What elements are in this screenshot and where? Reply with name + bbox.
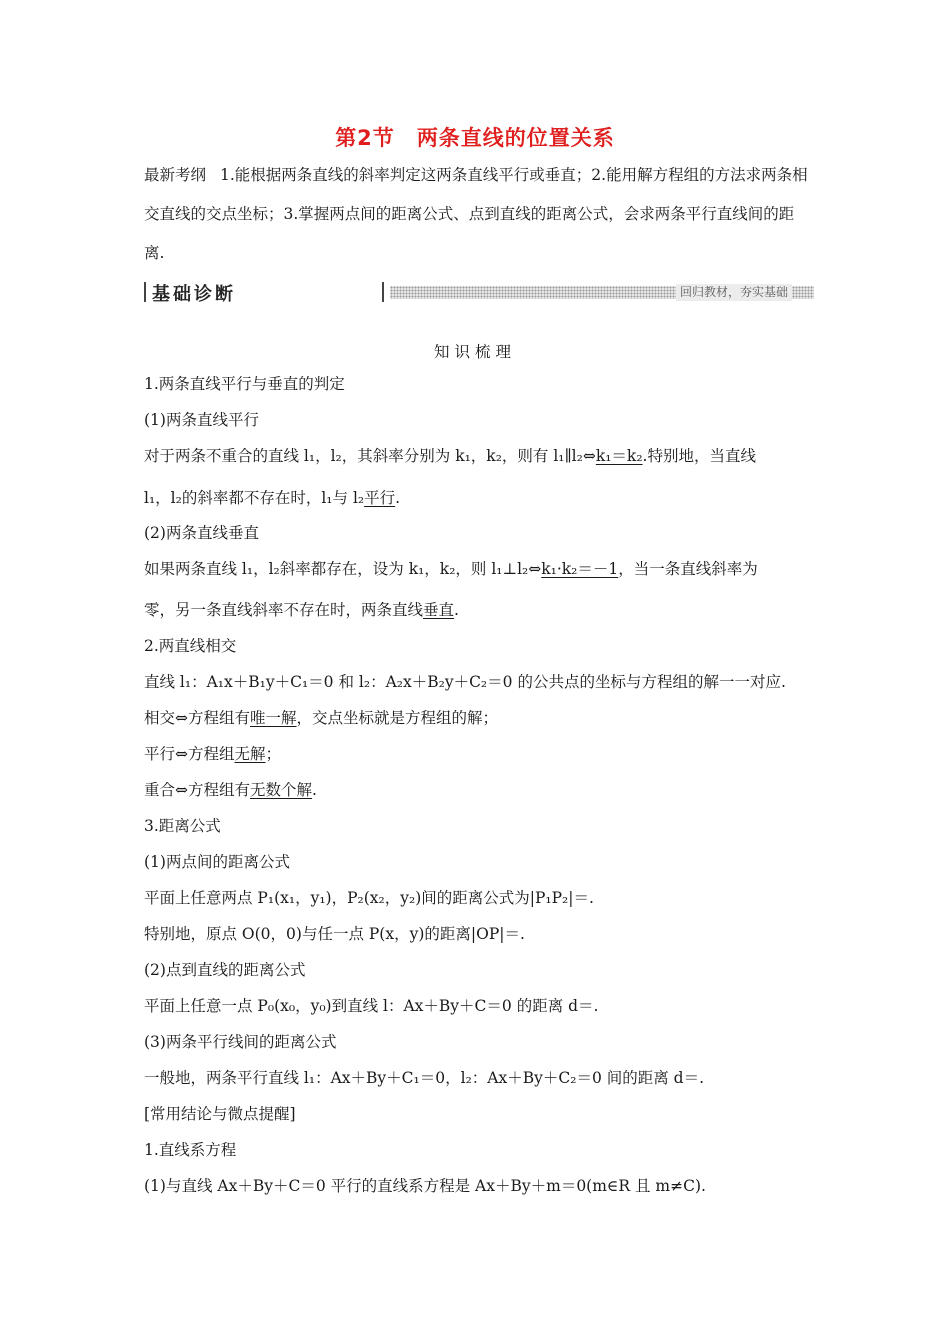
- syllabus-text: 1.能根据两条直线的斜率判定这两条直线平行或垂直；2.能用解方程组的方法求两条相交直线的交点坐标；3.掌握两点间的距离公式、点到直线的距离公式，会求两条平行直线间的距离.: [144, 166, 808, 262]
- syllabus-abstract: [144, 156, 808, 273]
- text-line: 平面上任意两点 P₁(x₁，y₁)，P₂(x₂，y₂)间的距离公式为|P₁P₂|＝.: [144, 889, 594, 907]
- section-banner: [144, 281, 814, 303]
- banner-heading: 基础诊断: [152, 284, 236, 305]
- fill-answer: 唯一解: [250, 709, 297, 727]
- text-line: (1)两条直线平行: [144, 411, 259, 429]
- text-line: (2)点到直线的距离公式: [144, 961, 306, 979]
- syllabus-label: 最新考纲: [144, 166, 207, 184]
- banner-right-bar: [382, 282, 384, 302]
- text-line: 相交⇔方程组有唯一解，交点坐标就是方程组的解；: [144, 709, 499, 727]
- text-line: 特别地，原点 O(0，0)与任一点 P(x，y)的距离|OP|＝.: [144, 925, 525, 943]
- banner-left-bar: [144, 282, 146, 302]
- text-line: 重合⇔方程组有无数个解.: [144, 781, 317, 799]
- section-name: 两条直线的位置关系: [416, 126, 615, 150]
- fill-answer: 垂直: [423, 601, 455, 619]
- text-line: 如果两条直线 l₁，l₂斜率都存在，设为 k₁，k₂，则 l₁⊥l₂⇔k₁·k₂＝－1，当一条直线斜率为: [144, 560, 758, 578]
- text-line: (3)两条平行线间的距离公式: [144, 1033, 337, 1051]
- page-title: [0, 122, 950, 152]
- section-number: 第2节: [335, 126, 395, 150]
- text-line: 对于两条不重合的直线 l₁，l₂，其斜率分别为 k₁，k₂，则有 l₁∥l₂⇔k₁＝k₂.特别地，当直线: [144, 447, 756, 465]
- text-line: 2.两直线相交: [144, 637, 237, 655]
- fill-answer: 无数个解: [250, 781, 313, 799]
- fill-answer: k₁＝k₂: [595, 447, 643, 465]
- text-line: 1.两条直线平行与垂直的判定: [144, 375, 345, 393]
- text-line: 1.直线系方程: [144, 1141, 237, 1159]
- text-line: 3.距离公式: [144, 817, 221, 835]
- text-line: l₁，l₂的斜率都不存在时，l₁与 l₂平行.: [144, 489, 401, 507]
- text-line: 零，另一条直线斜率不存在时，两条直线垂直.: [144, 601, 459, 619]
- text-line: (1)与直线 Ax＋By＋C＝0 平行的直线系方程是 Ax＋By＋m＝0(m∈R 且 m≠C).: [144, 1177, 706, 1195]
- fill-answer: 平行: [364, 489, 396, 507]
- text-line: (1)两点间的距离公式: [144, 853, 290, 871]
- text-line: 平行⇔方程组无解；: [144, 745, 282, 763]
- text-line: [常用结论与微点提醒]: [144, 1105, 296, 1123]
- fill-answer: k₁·k₂＝－1: [541, 560, 619, 578]
- text-line: 直线 l₁：A₁x＋B₁y＋C₁＝0 和 l₂：A₂x＋B₂y＋C₂＝0 的公共点的坐标与方程组的解一一对应.: [144, 673, 786, 691]
- fill-answer: 无解: [234, 745, 266, 763]
- text-line: 平面上任意一点 P₀(x₀，y₀)到直线 l：Ax＋By＋C＝0 的距离 d＝.: [144, 997, 599, 1015]
- text-line: (2)两条直线垂直: [144, 524, 259, 542]
- banner-tag: 回归教材，夯实基础: [676, 284, 792, 301]
- knowledge-review-title: 知识梳理: [433, 343, 516, 361]
- text-line: 一般地，两条平行直线 l₁：Ax＋By＋C₁＝0，l₂：Ax＋By＋C₂＝0 间的距离 d＝.: [144, 1069, 705, 1087]
